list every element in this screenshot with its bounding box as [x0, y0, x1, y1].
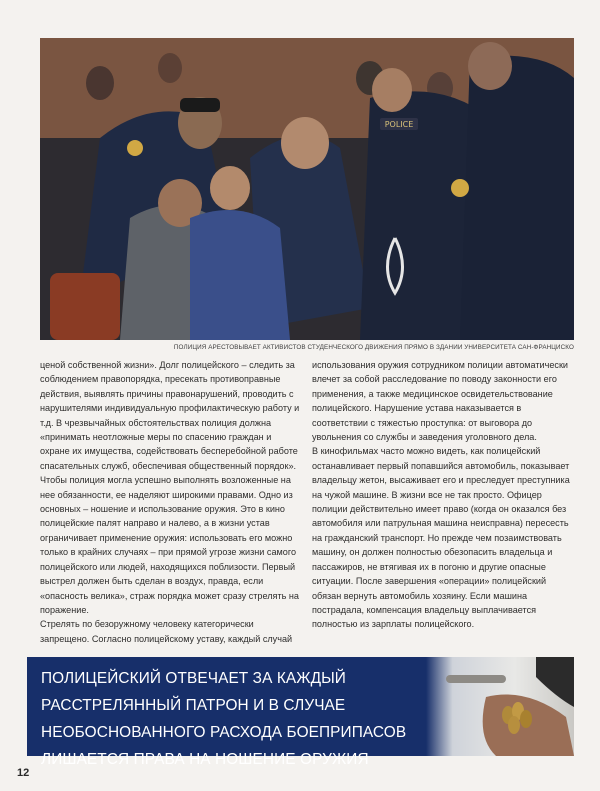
bullets-in-hand-photo [426, 657, 574, 756]
paragraph: В кинофильмах часто можно видеть, как полицейский останавливает первый попавшийся автомобиль, показывает владельцу жетон, высаживает его и преследует преступника на чужой машине. В жизни все не так просто. Офицер полиции действительно имеет право (когда он оказался без автомобиля или патрульная машина неисправна) пересесть на гражданский транспорт. Но прежде чем позаимствовать машину, он должен полностью обезопасить владельца и пассажиров, не втягивая их в погоню и другие опасные ситуации. После завершения «операции» полицейский обязан вернуть автомобиль хозяину. Если машина пострадала, компенсация владельцу выплачивается полностью из зарплаты полицейского. [312, 446, 570, 630]
article-column-right [312, 358, 574, 632]
pull-quote-banner [27, 657, 574, 768]
pull-quote-text: ПОЛИЦЕЙСКИЙ ОТВЕЧАЕТ ЗА КАЖДЫЙ РАССТРЕЛЯННЫЙ ПАТРОН И В СЛУЧАЕ НЕОБОСНОВАННОГО РАСХОДА БОЕПРИПАСОВ ЛИШАЕТСЯ ПРАВА НА НОШЕНИЕ ОРУЖИЯ [41, 670, 407, 768]
arrest-scene-illustration [40, 38, 574, 340]
article-photo [40, 38, 574, 340]
photo-caption: ПОЛИЦИЯ АРЕСТОВЫВАЕТ АКТИВИСТОВ СТУДЕНЧЕСКОГО ДВИЖЕНИЯ ПРЯМО В ЗДАНИИ УНИВЕРСИТЕТА САН-ФРАНЦИСКО [173, 344, 574, 351]
page-number: 12 [17, 767, 30, 779]
paragraph: Стрелять по безоружному человеку категорически запрещено. Согласно полицейскому уставу, каждый случай [40, 619, 293, 644]
paragraph: Чтобы полиция могла успешно выполнять возложенные на нее обязанности, ее наделяют широкими правами. Одно из основных – ношение и использование оружия. Это в кино полицейские палят направо и налево, а в жизни устав ограничивает применение оружия: использовать его можно только в крайних случаях – при прямой угрозе жизни самого полицейского или людей, находящихся поблизости. Первый выстрел должен быть сделан в воздух, правда, если «опасность велика», страж порядка может сразу стрелять на поражение. [40, 475, 299, 615]
bullets-illustration [426, 657, 574, 756]
paragraph: использования оружия сотрудником полиции автоматически влечет за собой расследование по поводу законности его применения, а также медицинское освидетельствование полицейского. Нарушение устава наказывается в соответствии с тяжестью проступка: от выговора до увольнения со службы и заведения уголовного дела. [312, 360, 569, 443]
paragraph: ценой собственной жизни». Долг полицейского – следить за соблюдением правопорядка, пресекать противоправные действия, выявлять причины правонарушений, проводить с нарушителями индивидуальную профилактическую работу и т.д. В чрезвычайных обстоятельствах полиция должна «принимать неотложные меры по спасению граждан и охране их имущества, содействовать бесперебойной работе спасательных служб, обеспечивая общественный порядок». [40, 360, 300, 471]
article-column-left [40, 358, 302, 646]
police-badge-text: POLICE [384, 120, 414, 129]
